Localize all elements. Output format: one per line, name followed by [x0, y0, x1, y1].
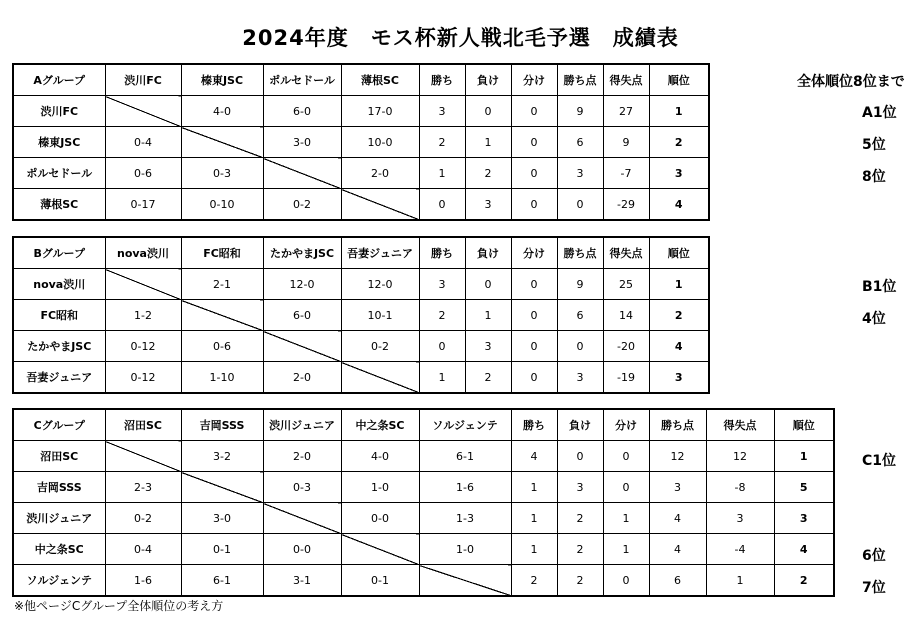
- match-score-cell: 1-10: [181, 362, 263, 394]
- header-cell: 中之条SC: [341, 409, 419, 441]
- group-b-table: [12, 236, 710, 394]
- self-match-cell: [341, 534, 419, 565]
- header-cell: 得失点: [603, 237, 649, 269]
- header-cell: 吉岡SSS: [181, 409, 263, 441]
- stat-cell: 1: [603, 534, 649, 565]
- match-score-cell: 1-0: [419, 534, 511, 565]
- stat-cell: 2: [419, 127, 465, 158]
- match-score-cell: 3-0: [181, 503, 263, 534]
- stat-cell: 0: [557, 331, 603, 362]
- self-match-cell: [181, 300, 263, 331]
- team-name-cell: ポルセドール: [13, 158, 105, 189]
- stat-cell: 0: [603, 565, 649, 597]
- rank-cell: 3: [649, 158, 709, 189]
- stat-cell: 0: [511, 127, 557, 158]
- team-name-cell: 薄根SC: [13, 189, 105, 221]
- header-cell: 順位: [649, 237, 709, 269]
- match-score-cell: 17-0: [341, 96, 419, 127]
- stat-cell: 1: [511, 534, 557, 565]
- header-cell: 分け: [511, 64, 557, 96]
- header-cell: FC昭和: [181, 237, 263, 269]
- rank-cell: 4: [774, 534, 834, 565]
- footnote: ※他ページCグループ全体順位の考え方: [14, 599, 224, 613]
- match-score-cell: 0-2: [263, 189, 341, 221]
- header-cell: 薄根SC: [341, 64, 419, 96]
- team-name-cell: 榛東JSC: [13, 127, 105, 158]
- stat-cell: 0: [511, 362, 557, 394]
- match-score-cell: 0-4: [105, 534, 181, 565]
- stat-cell: 9: [603, 127, 649, 158]
- stat-cell: 3: [419, 269, 465, 300]
- stat-cell: 0: [557, 441, 603, 472]
- match-score-cell: 6-0: [263, 96, 341, 127]
- match-score-cell: 1-3: [419, 503, 511, 534]
- page-title: 2024年度 モス杯新人戦北毛予選 成績表: [242, 26, 679, 50]
- stat-cell: 3: [649, 472, 706, 503]
- stat-cell: 25: [603, 269, 649, 300]
- header-cell: 吾妻ジュニア: [341, 237, 419, 269]
- stat-cell: 14: [603, 300, 649, 331]
- header-cell: Bグループ: [13, 237, 105, 269]
- match-score-cell: 0-3: [263, 472, 341, 503]
- match-score-cell: 2-0: [263, 441, 341, 472]
- stat-cell: 3: [557, 158, 603, 189]
- header-cell: 勝ち: [419, 64, 465, 96]
- stat-cell: 2: [465, 362, 511, 394]
- match-score-cell: 0-6: [181, 331, 263, 362]
- stat-cell: 3: [706, 503, 774, 534]
- stat-cell: 1: [419, 158, 465, 189]
- rank-cell: 5: [774, 472, 834, 503]
- team-row: [13, 362, 709, 394]
- rank-cell: 3: [649, 362, 709, 394]
- stat-cell: 1: [706, 565, 774, 597]
- header-cell: Cグループ: [13, 409, 105, 441]
- team-name-cell: 渋川ジュニア: [13, 503, 105, 534]
- team-row: [13, 565, 834, 597]
- match-score-cell: 0-6: [105, 158, 181, 189]
- group-c-table: [12, 408, 835, 597]
- stat-cell: 3: [557, 472, 603, 503]
- stat-cell: -29: [603, 189, 649, 221]
- stat-cell: 27: [603, 96, 649, 127]
- stat-cell: -8: [706, 472, 774, 503]
- team-name-cell: nova渋川: [13, 269, 105, 300]
- team-row: [13, 189, 709, 221]
- overall-rank-label: 6位: [862, 548, 886, 564]
- self-match-cell: [263, 158, 341, 189]
- team-row: [13, 331, 709, 362]
- match-score-cell: 3-2: [181, 441, 263, 472]
- self-match-cell: [181, 127, 263, 158]
- header-cell: 得失点: [706, 409, 774, 441]
- team-row: [13, 503, 834, 534]
- match-score-cell: 1-6: [419, 472, 511, 503]
- stat-cell: -7: [603, 158, 649, 189]
- group-header-row: [13, 64, 709, 96]
- match-score-cell: 6-0: [263, 300, 341, 331]
- match-score-cell: 0-17: [105, 189, 181, 221]
- overall-rank-label: 5位: [862, 137, 886, 153]
- header-cell: 勝ち: [419, 237, 465, 269]
- self-match-cell: [105, 441, 181, 472]
- team-name-cell: 渋川FC: [13, 96, 105, 127]
- match-score-cell: 0-3: [181, 158, 263, 189]
- stat-cell: 3: [557, 362, 603, 394]
- team-row: [13, 158, 709, 189]
- self-match-cell: [419, 565, 511, 597]
- team-name-cell: 吾妻ジュニア: [13, 362, 105, 394]
- stat-cell: 0: [419, 189, 465, 221]
- rank-cell: 4: [649, 331, 709, 362]
- rank-cell: 2: [774, 565, 834, 597]
- match-score-cell: 12-0: [341, 269, 419, 300]
- rank-cell: 2: [649, 300, 709, 331]
- rank-cell: 2: [649, 127, 709, 158]
- team-row: [13, 96, 709, 127]
- header-cell: 沼田SC: [105, 409, 181, 441]
- match-score-cell: 10-0: [341, 127, 419, 158]
- header-cell: 順位: [649, 64, 709, 96]
- stat-cell: 0: [511, 331, 557, 362]
- stat-cell: 0: [465, 269, 511, 300]
- match-score-cell: 6-1: [419, 441, 511, 472]
- header-cell: 負け: [465, 64, 511, 96]
- team-row: [13, 269, 709, 300]
- header-cell: たかやまJSC: [263, 237, 341, 269]
- self-match-cell: [263, 503, 341, 534]
- team-row: [13, 300, 709, 331]
- match-score-cell: 4-0: [341, 441, 419, 472]
- stat-cell: 1: [511, 503, 557, 534]
- overall-rank-label: 7位: [862, 580, 886, 596]
- rank-cell: 1: [649, 269, 709, 300]
- header-cell: 分け: [511, 237, 557, 269]
- team-row: [13, 441, 834, 472]
- self-match-cell: [341, 362, 419, 394]
- group-header-row: [13, 409, 834, 441]
- stat-cell: 9: [557, 269, 603, 300]
- match-score-cell: 3-0: [263, 127, 341, 158]
- stat-cell: 12: [706, 441, 774, 472]
- stat-cell: 2: [557, 503, 603, 534]
- overall-rank-label: 8位: [862, 169, 886, 185]
- match-score-cell: 0-4: [105, 127, 181, 158]
- stat-cell: -20: [603, 331, 649, 362]
- match-score-cell: 0-10: [181, 189, 263, 221]
- stat-cell: 2: [557, 565, 603, 597]
- header-cell: ポルセドール: [263, 64, 341, 96]
- match-score-cell: 3-1: [263, 565, 341, 597]
- header-cell: ソルジェンテ: [419, 409, 511, 441]
- stat-cell: 0: [419, 331, 465, 362]
- self-match-cell: [341, 189, 419, 221]
- stat-cell: -4: [706, 534, 774, 565]
- match-score-cell: 2-0: [263, 362, 341, 394]
- stat-cell: 0: [511, 96, 557, 127]
- stat-cell: 1: [465, 300, 511, 331]
- stat-cell: 2: [511, 565, 557, 597]
- stat-cell: 3: [465, 331, 511, 362]
- team-name-cell: FC昭和: [13, 300, 105, 331]
- self-match-cell: [105, 96, 181, 127]
- stat-cell: 1: [465, 127, 511, 158]
- header-cell: 得失点: [603, 64, 649, 96]
- stat-cell: 3: [419, 96, 465, 127]
- header-cell: 榛東JSC: [181, 64, 263, 96]
- team-row: [13, 127, 709, 158]
- match-score-cell: 0-12: [105, 362, 181, 394]
- header-cell: 渋川FC: [105, 64, 181, 96]
- stat-cell: 2: [419, 300, 465, 331]
- rank-cell: 1: [649, 96, 709, 127]
- stat-cell: 0: [511, 158, 557, 189]
- stat-cell: 2: [557, 534, 603, 565]
- stat-cell: 9: [557, 96, 603, 127]
- header-cell: 勝ち点: [649, 409, 706, 441]
- stat-cell: 6: [557, 127, 603, 158]
- match-score-cell: 0-2: [105, 503, 181, 534]
- match-score-cell: 1-2: [105, 300, 181, 331]
- stat-cell: 1: [603, 503, 649, 534]
- stat-cell: 1: [511, 472, 557, 503]
- match-score-cell: 2-3: [105, 472, 181, 503]
- stat-cell: 12: [649, 441, 706, 472]
- match-score-cell: 0-12: [105, 331, 181, 362]
- team-row: [13, 472, 834, 503]
- overall-rank-label: 4位: [862, 311, 886, 327]
- match-score-cell: 2-1: [181, 269, 263, 300]
- match-score-cell: 0-2: [341, 331, 419, 362]
- header-cell: nova渋川: [105, 237, 181, 269]
- stat-cell: 4: [649, 503, 706, 534]
- team-name-cell: 中之条SC: [13, 534, 105, 565]
- stat-cell: 0: [557, 189, 603, 221]
- match-score-cell: 0-1: [181, 534, 263, 565]
- match-score-cell: 1-6: [105, 565, 181, 597]
- match-score-cell: 10-1: [341, 300, 419, 331]
- stat-cell: 0: [511, 300, 557, 331]
- match-score-cell: 1-0: [341, 472, 419, 503]
- stat-cell: 0: [465, 96, 511, 127]
- stat-cell: -19: [603, 362, 649, 394]
- header-cell: 渋川ジュニア: [263, 409, 341, 441]
- self-match-cell: [105, 269, 181, 300]
- stat-cell: 0: [603, 472, 649, 503]
- overall-rank-label: B1位: [862, 279, 897, 295]
- team-name-cell: たかやまJSC: [13, 331, 105, 362]
- team-name-cell: 吉岡SSS: [13, 472, 105, 503]
- match-score-cell: 0-0: [341, 503, 419, 534]
- match-score-cell: 6-1: [181, 565, 263, 597]
- stat-cell: 3: [465, 189, 511, 221]
- match-score-cell: 0-1: [341, 565, 419, 597]
- stat-cell: 0: [511, 269, 557, 300]
- stat-cell: 1: [419, 362, 465, 394]
- rank-cell: 3: [774, 503, 834, 534]
- team-name-cell: ソルジェンテ: [13, 565, 105, 597]
- header-cell: 分け: [603, 409, 649, 441]
- overall-rank-label: C1位: [862, 453, 897, 469]
- header-cell: 勝ち: [511, 409, 557, 441]
- rank-cell: 4: [649, 189, 709, 221]
- header-cell: 負け: [557, 409, 603, 441]
- stat-cell: 2: [465, 158, 511, 189]
- self-match-cell: [181, 472, 263, 503]
- rank-cell: 1: [774, 441, 834, 472]
- stat-cell: 4: [511, 441, 557, 472]
- match-score-cell: 12-0: [263, 269, 341, 300]
- stat-cell: 6: [649, 565, 706, 597]
- stat-cell: 0: [603, 441, 649, 472]
- group-header-row: [13, 237, 709, 269]
- match-score-cell: 2-0: [341, 158, 419, 189]
- match-score-cell: 0-0: [263, 534, 341, 565]
- team-row: [13, 534, 834, 565]
- stat-cell: 4: [649, 534, 706, 565]
- header-cell: 負け: [465, 237, 511, 269]
- match-score-cell: 4-0: [181, 96, 263, 127]
- header-cell: Aグループ: [13, 64, 105, 96]
- header-cell: 順位: [774, 409, 834, 441]
- header-cell: 勝ち点: [557, 64, 603, 96]
- stat-cell: 0: [511, 189, 557, 221]
- team-name-cell: 沼田SC: [13, 441, 105, 472]
- stat-cell: 6: [557, 300, 603, 331]
- overall-rank-label: A1位: [862, 105, 897, 121]
- overall-rank-header: 全体順位8位まで: [797, 74, 905, 90]
- header-cell: 勝ち点: [557, 237, 603, 269]
- group-a-table: [12, 63, 710, 221]
- self-match-cell: [263, 331, 341, 362]
